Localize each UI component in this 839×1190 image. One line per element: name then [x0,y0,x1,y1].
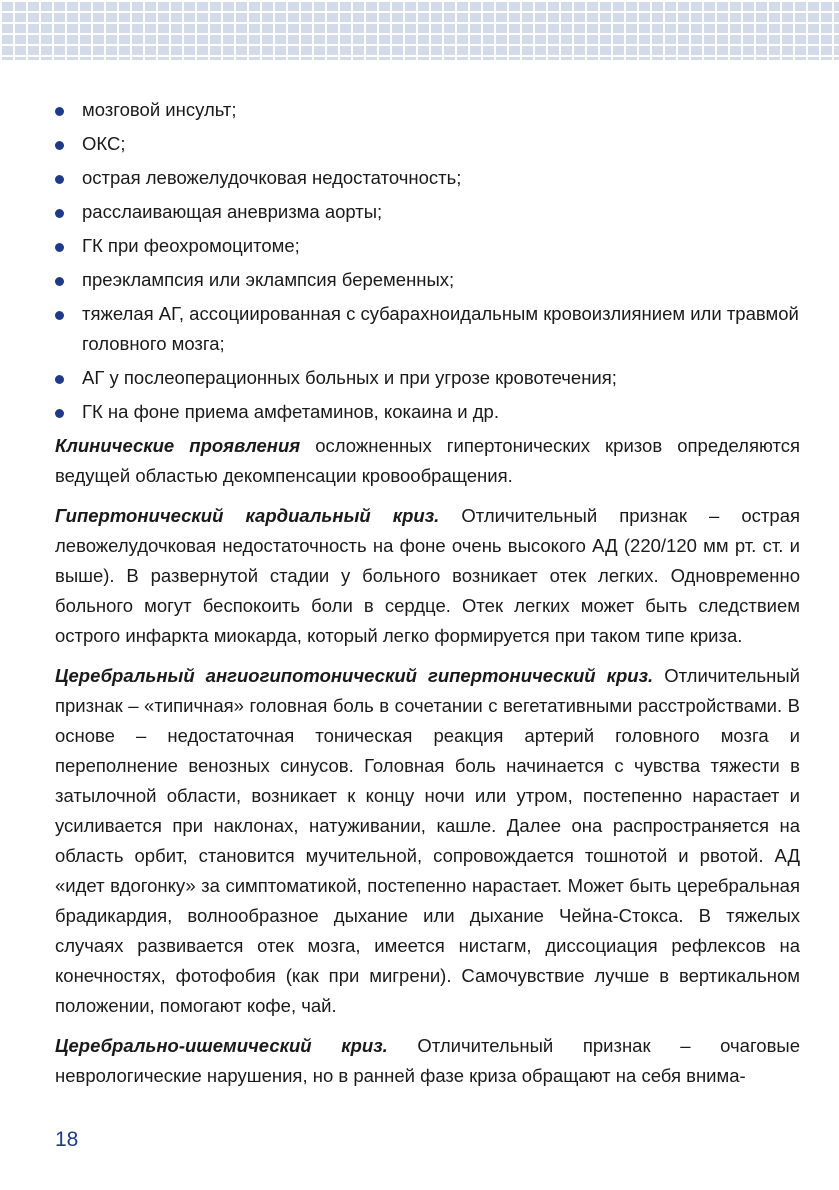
list-item-text: тяжелая АГ, ассоциированная с субарахноидальным кровоизлиянием или травмой головного мозга; [82,303,799,354]
bullet-icon [55,243,64,252]
list-item [55,299,800,359]
list-item-text: преэклампсия или эклампсия беременных; [82,269,455,290]
paragraph-text: Отличительный признак – острая левожелудочковая недостаточность на фоне очень высокого АД (220/120 мм рт. ст. и выше). В развернутой стадии у больного возникает отек легких. Одновременно больного могут беспокоить боли в сердце. Отек легких может быть следствием острого инфаркта миокарда, который легко формируется при таком типе криза. [55,505,800,646]
page-number: 18 [55,1128,79,1151]
bullet-icon [55,277,64,286]
list-item-text: АГ у послеоперационных больных и при угрозе кровотечения; [82,367,617,388]
paragraph-cerebral-angiohypotonic-crisis [55,661,800,1021]
paragraph-cardiac-crisis [55,501,800,651]
list-item-text: расслаивающая аневризма аорты; [82,201,383,222]
bullet-icon [55,409,64,418]
paragraph-clinical-manifestations [55,431,800,491]
paragraph-term: Церебральный ангиогипотонический гипертонический криз. [55,665,654,686]
bullet-icon [55,209,64,218]
list-item-text: острая левожелудочковая недостаточность; [82,167,462,188]
paragraph-cerebral-ischemic-crisis [55,1031,800,1091]
list-item [55,163,800,193]
list-item [55,265,800,295]
paragraph-text: Отличительный признак – очаговые неврологические нарушения, но в ранней фазе криза обращают на себя внима- [55,1035,800,1086]
bullet-list [55,95,800,427]
paragraph-term: Клинические проявления [55,435,301,456]
bullet-icon [55,311,64,320]
list-item-text: ГК на фоне приема амфетаминов, кокаина и др. [82,401,499,422]
list-item-text: ОКС; [82,133,126,154]
paragraph-term: Церебрально-ишемический криз. [55,1035,388,1056]
list-item [55,231,800,261]
bullet-icon [55,175,64,184]
list-item [55,397,800,427]
paragraph-term: Гипертонический кардиальный криз. [55,505,440,526]
bullet-icon [55,141,64,150]
page-body [55,95,800,1101]
list-item [55,95,800,125]
header-grid-pattern [0,0,839,60]
paragraph-text: Отличительный признак – «типичная» головная боль в сочетании с вегетативными расстройствами. В основе – недостаточная тоническая реакция артерий головного мозга и переполнение венозных синусов. Головная боль начинается с чувства тяжести в затылочной области, возникает к концу ночи или утром, постепенно нарастает и усиливается при наклонах, натуживании, кашле. Далее она распространяется на область орбит, становится мучительной, сопровождается тошнотой и рвотой. АД «идет вдогонку» за симптоматикой, постепенно нарастает. Может быть церебральная брадикардия, волнообразное дыхание или дыхание Чейна-Стокса. В тяжелых случаях развивается отек мозга, имеется нистагм, диссоциация рефлексов на конечностях, фотофобия (как при мигрени). Самочувствие лучше в вертикальном положении, помогают кофе, чай. [55,665,800,1016]
list-item [55,197,800,227]
list-item [55,129,800,159]
list-item-text: мозговой инсульт; [82,99,237,120]
bullet-icon [55,107,64,116]
list-item-text: ГК при феохромоцитоме; [82,235,300,256]
paragraph-text: осложненных гипертонических кризов определяются ведущей областью декомпенсации кровообращения. [55,435,800,486]
bullet-icon [55,375,64,384]
list-item [55,363,800,393]
